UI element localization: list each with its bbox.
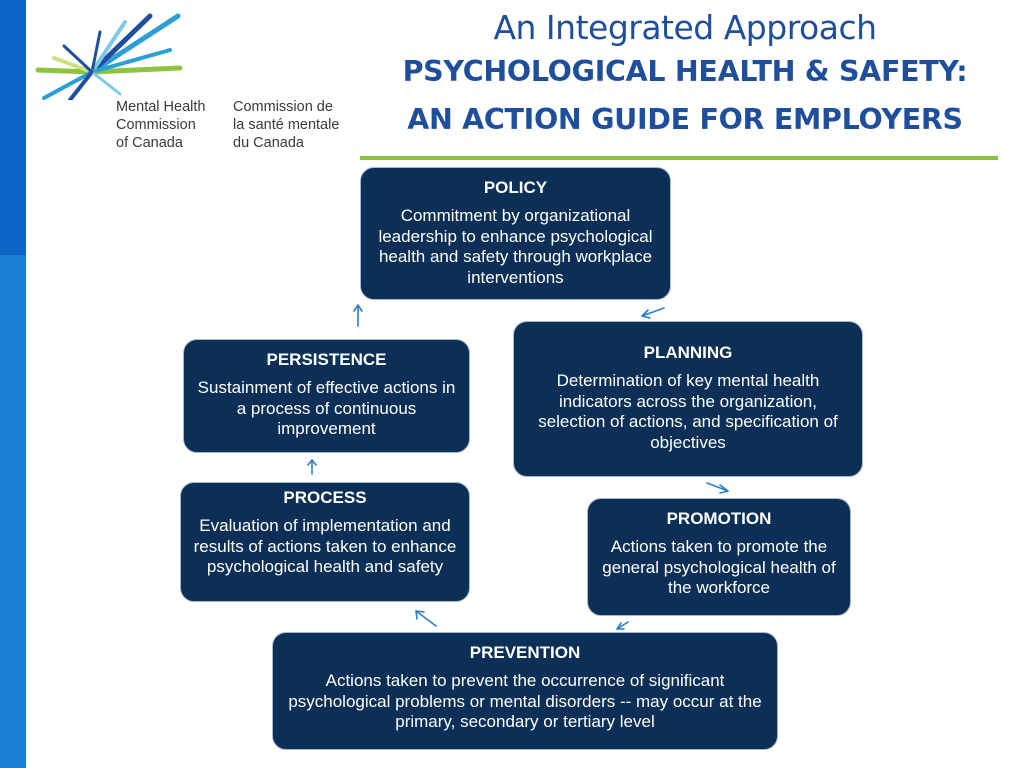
- left-accent-bar: [0, 0, 26, 768]
- promotion-box: [587, 498, 851, 616]
- mhcc-starburst-icon: [30, 10, 190, 100]
- organization-logo: [30, 10, 360, 160]
- prevention-box: [272, 632, 778, 750]
- persistence-box: [183, 339, 470, 453]
- logo-name-french: Commission de la santé mentale du Canada: [233, 99, 340, 151]
- persistence-description: Sustainment of effective actions in a process of continuous improvement: [197, 378, 456, 438]
- left-accent-bar-bottom: [0, 255, 26, 768]
- prevention-description: Actions taken to prevent the occurrence of significant psychological problems or mental disorders -- may occur at the primary, secondary or tertiary level: [288, 671, 762, 731]
- promotion-description: Actions taken to promote the general psychological health of the workforce: [602, 537, 836, 597]
- page-subtitle: An Integrated Approach: [493, 8, 877, 47]
- process-title: PROCESS: [283, 488, 367, 507]
- policy-title: POLICY: [483, 178, 548, 197]
- policy-description: Commitment by organizational leadership to enhance psychological health and safety through workplace interventions: [378, 206, 653, 287]
- page-title-line-2: AN ACTION GUIDE FOR EMPLOYERS: [407, 103, 963, 136]
- process-box: [180, 482, 470, 602]
- persistence-title: PERSISTENCE: [266, 350, 387, 369]
- arrow-prevention-to-process: [416, 611, 436, 626]
- title-underline-divider: [360, 156, 998, 160]
- header: [370, 8, 1000, 144]
- policy-box: [360, 167, 671, 300]
- arrow-policy-to-planning: [642, 308, 664, 318]
- promotion-title: PROMOTION: [666, 509, 772, 528]
- planning-box: [513, 321, 863, 477]
- arrow-promotion-to-prevention: [617, 622, 628, 629]
- prevention-title: PREVENTION: [469, 643, 581, 662]
- planning-description: Determination of key mental health indicators across the organization, selection of actions, and specification of objectives: [538, 371, 838, 452]
- page-title-line-1: PSYCHOLOGICAL HEALTH & SAFETY:: [402, 55, 968, 88]
- arrow-persistence-to-policy: [354, 305, 362, 326]
- arrow-process-to-persistence: [308, 460, 316, 474]
- left-accent-bar-top: [0, 0, 26, 255]
- logo-name-english: Mental Health Commission of Canada: [116, 99, 206, 151]
- process-description: Evaluation of implementation and results of actions taken to enhance psychological health and safety: [193, 516, 457, 576]
- planning-title: PLANNING: [643, 343, 733, 362]
- arrow-planning-to-promotion: [707, 483, 728, 493]
